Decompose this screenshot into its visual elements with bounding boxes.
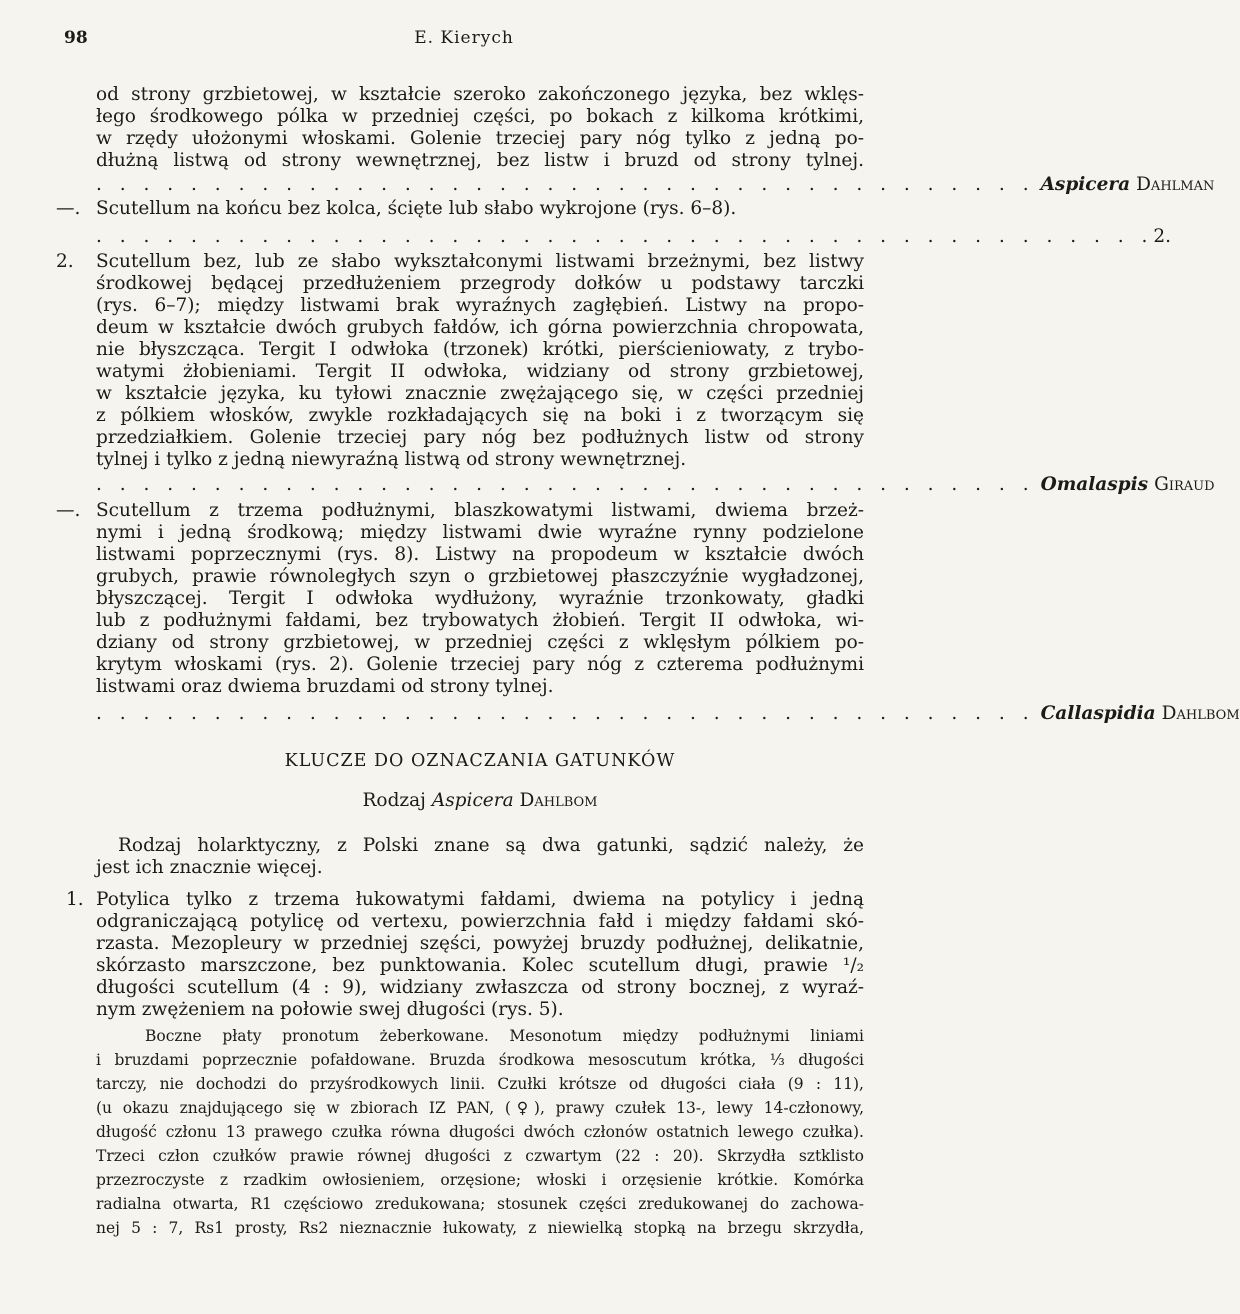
text-line: od strony grzbietowej, w kształcie szeroko zakończonego języka, bez wklęs- — [96, 84, 864, 105]
text-line: tylnej i tylko z jedną niewyraźną listwą od strony wewnętrznej. — [96, 449, 687, 470]
leader-dots: . . . . . . . . . . . . . . . . . . . . . . . . . . . . . . . . . . . . . . . . — [96, 703, 1035, 724]
couplet-marker: —. — [56, 500, 81, 521]
text-line: z pólkiem włosków, zwykle rozkładających się na boki i z tworzącym się — [96, 405, 864, 426]
small-text-line: radialna otwarta, R1 częściowo zredukowana; stosunek części zredukowanej do zachowa- — [96, 1195, 864, 1213]
key-lead-callaspidia — [96, 703, 1240, 724]
text-line: odgraniczającą potylicę od vertexu, powierzchnia fałd i między fałdami skó- — [96, 911, 864, 932]
text-line: środkowej będącej przedłużeniem przegrody dołków u podstawy tarczki — [96, 273, 864, 294]
text-line: w kształcie języka, ku tyłowi znacznie zwężającego się, w części przedniej — [96, 383, 864, 404]
couplet-marker: 1. — [66, 889, 84, 910]
text-line: dziany od strony grzbietowej, w przedniej części z wklęsłym pólkiem po- — [96, 632, 864, 653]
author-name: Dahlman — [1136, 174, 1215, 195]
leader-dots: . . . . . . . . . . . . . . . . . . . . . . . . . . . . . . . . . . . . . . . . — [96, 174, 1035, 195]
text-line: przedziałkiem. Golenie trzeciej pary nóg bez podłużnych listw od strony — [96, 427, 864, 448]
author-name: Dahlbom — [1161, 703, 1240, 724]
heading-genus: Aspicera — [431, 790, 514, 811]
couplet-marker: 2. — [56, 251, 74, 272]
genus-heading — [96, 790, 864, 811]
author-name: Giraud — [1154, 474, 1215, 495]
text-line: lub z podłużnymi fałdami, bez trybowatych żłobień. Tergit II odwłoka, wi- — [96, 610, 864, 631]
small-text-line: tarczy, nie dochodzi do przyśrodkowych linii. Czułki krótsze od długości ciała (9 : 11), — [96, 1075, 864, 1093]
text-line: listwami oraz dwiema bruzdami od strony tylnej. — [96, 676, 554, 697]
key-lead-omalaspis — [96, 474, 1215, 495]
text-line: (rys. 6–7); między listwami brak wyraźnych zagłębień. Listwy na propo- — [96, 295, 864, 316]
leader-dots: . . . . . . . . . . . . . . . . . . . . . . . . . . . . . . . . . . . . . . . . — [96, 474, 1035, 495]
key-lead-aspicera — [96, 174, 1215, 195]
text-line: nymi i jedną środkową; między listwami dwie wyraźne rynny podzielone — [96, 522, 864, 543]
small-text-line: Trzeci człon czułków prawie równej długości z czwartym (22 : 20). Skrzydła sztklisto — [96, 1147, 864, 1165]
text-line: Scutellum na końcu bez kolca, ścięte lub słabo wykrojone (rys. 6–8). — [96, 198, 737, 219]
leader-dots: . . . . . . . . . . . . . . . . . . . . . . . . . . . . . . . . . . . . . . . . . . . . . — [96, 226, 1154, 247]
text-line: długości scutellum (4 : 9), widziany zwłaszcza od strony bocznej, z wyraź- — [96, 977, 864, 998]
text-line: łego środkowego pólka w przedniej części, po bokach z kilkoma krótkimi, — [96, 106, 864, 127]
small-text-line: (u okazu znajdującego się w zbiorach IZ PAN, (♀), prawy czułek 13-, lewy 14-członowy, — [96, 1099, 864, 1117]
couplet-marker: —. — [56, 198, 81, 219]
text-line: skórzasto marszczone, bez punktowania. Kolec scutellum długi, prawie ¹/₂ — [96, 955, 864, 976]
text-line: deum w kształcie dwóch grubych fałdów, ich górna powierzchnia chropowata, — [96, 317, 864, 338]
small-text-line: Boczne płaty pronotum żeberkowane. Mesonotum między podłużnymi liniami — [145, 1027, 864, 1045]
genus-name: Callaspidia — [1040, 703, 1156, 724]
text-line: rzasta. Mezopleury w przedniej szęści, powyżej bruzdy podłużnej, delikatnie, — [96, 933, 864, 954]
page-number: 98 — [64, 28, 88, 48]
running-head: E. Kierych — [414, 28, 514, 48]
lead-target: 2. — [1153, 226, 1172, 247]
heading-prefix: Rodzaj — [362, 790, 426, 811]
text-line: Rodzaj holarktyczny, z Polski znane są dwa gatunki, sądzić należy, że — [118, 835, 864, 856]
section-title: KLUCZE DO OZNACZANIA GATUNKÓW — [284, 751, 676, 771]
text-line: nym zwężeniem na połowie swej długości (rys. 5). — [96, 999, 564, 1020]
text-line: jest ich znacznie więcej. — [96, 857, 323, 878]
text-line: watymi żłobieniami. Tergit II odwłoka, widziany od strony grzbietowej, — [96, 361, 864, 382]
small-text-line: i bruzdami poprzecznie pofałdowane. Bruzda środkowa mesoscutum krótka, ⅓ długości — [96, 1051, 864, 1069]
page-header — [64, 28, 864, 52]
text-line: listwami poprzecznymi (rys. 8). Listwy na propodeum w kształcie dwóch — [96, 544, 864, 565]
text-line: grubych, prawie równoległych szyn o grzbietowej płaszczyźnie wygładzonej, — [96, 566, 864, 587]
genus-name: Aspicera — [1040, 174, 1131, 195]
text-line: nie błyszcząca. Tergit I odwłoka (trzonek) krótki, pierścieniowaty, z trybo- — [96, 339, 864, 360]
text-line: krytym włoskami (rys. 2). Golenie trzeciej pary nóg z czterema podłużnymi — [96, 654, 864, 675]
text-line: Potylica tylko z trzema łukowatymi fałdami, dwiema na potylicy i jedną — [96, 889, 864, 910]
text-line: Scutellum z trzema podłużnymi, blaszkowatymi listwami, dwiema brzeż- — [96, 500, 864, 521]
small-text-line: przezroczyste z rzadkim owłosieniem, orzęsione; włoski i orzęsienie krótkie. Komórka — [96, 1171, 864, 1189]
text-line: Scutellum bez, lub ze słabo wykształconymi listwami brzeżnymi, bez listwy — [96, 251, 864, 272]
small-text-line: długość członu 13 prawego czułka równa długości dwóch członów ostatnich lewego czułka). — [96, 1123, 864, 1141]
genus-name: Omalaspis — [1040, 474, 1149, 495]
heading-author: Dahlbom — [519, 790, 598, 811]
text-line: w rzędy ułożonymi włoskami. Golenie trzeciej pary nóg tylko z jedną po- — [96, 128, 864, 149]
text-line: dłużną listwą od strony wewnętrznej, bez listw i bruzd od strony tylnej. — [96, 150, 864, 171]
text-line: błyszczącej. Tergit I odwłoka wydłużony, wyraźnie trzonkowaty, gładki — [96, 588, 864, 609]
key-lead-to-2 — [96, 226, 1172, 247]
small-text-line: nej 5 : 7, Rs1 prosty, Rs2 nieznacznie łukowaty, z niewielką stopką na brzegu skrzydła, — [96, 1219, 864, 1237]
